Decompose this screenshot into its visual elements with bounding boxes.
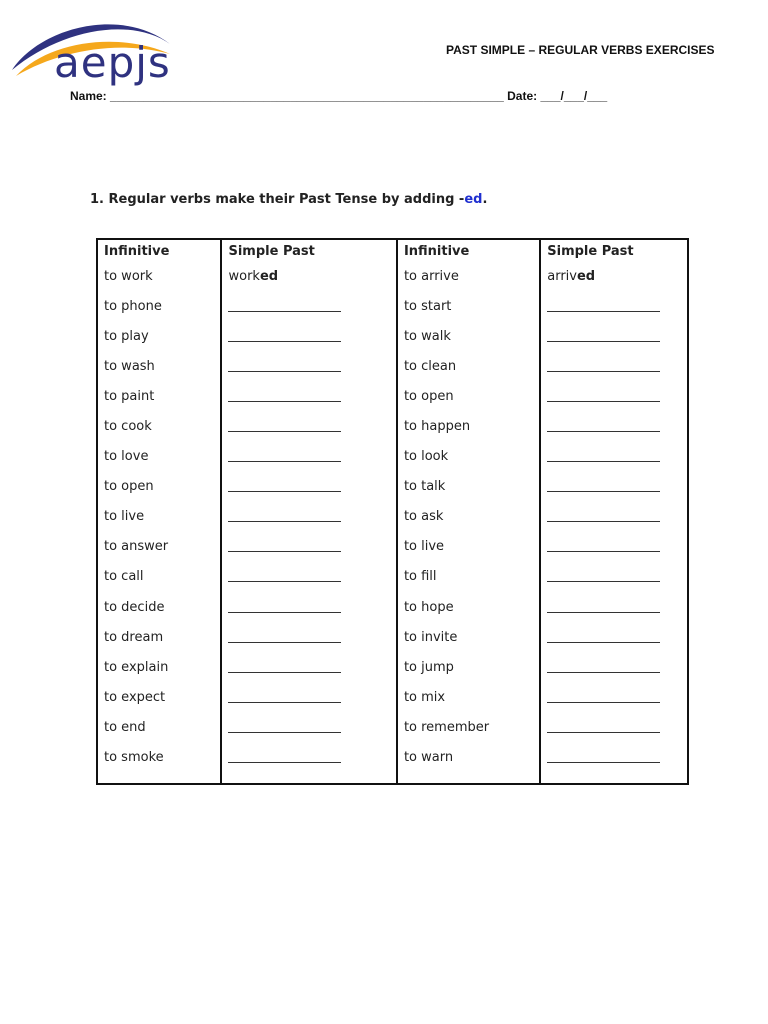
infinitive-right: to fill: [397, 562, 540, 592]
simple-past-right[interactable]: [540, 321, 688, 351]
answer-blank[interactable]: [547, 628, 660, 643]
simple-past-right: [540, 261, 688, 291]
infinitive-right: to live: [397, 532, 540, 562]
table-row: [97, 502, 688, 532]
infinitive-left: to wash: [97, 351, 221, 381]
answer-blank[interactable]: [228, 688, 341, 703]
answer-blank[interactable]: [547, 357, 660, 372]
header-simple-past-right: Simple Past: [540, 239, 688, 261]
simple-past-right[interactable]: [540, 712, 688, 742]
simple-past-left[interactable]: [221, 351, 396, 381]
table-row: [97, 743, 688, 784]
page-title: PAST SIMPLE – REGULAR VERBS EXERCISES: [446, 43, 715, 57]
example-suffix: ed: [259, 268, 279, 284]
simple-past-left[interactable]: [221, 743, 396, 784]
infinitive-right: to mix: [397, 682, 540, 712]
example-suffix: ed: [576, 268, 596, 284]
header-infinitive-right: Infinitive: [397, 239, 540, 261]
simple-past-right[interactable]: [540, 532, 688, 562]
example-stem: work: [228, 268, 260, 284]
answer-blank[interactable]: [547, 748, 660, 763]
answer-blank[interactable]: [547, 447, 660, 462]
infinitive-right: to invite: [397, 622, 540, 652]
infinitive-right: to clean: [397, 351, 540, 381]
answer-blank[interactable]: [547, 537, 660, 552]
table-row: [97, 562, 688, 592]
simple-past-right[interactable]: [540, 351, 688, 381]
table-row: [97, 442, 688, 472]
simple-past-right[interactable]: [540, 743, 688, 784]
example-stem: arriv: [547, 268, 577, 284]
infinitive-left: to explain: [97, 652, 221, 682]
simple-past-right[interactable]: [540, 411, 688, 441]
infinitive-left: to decide: [97, 592, 221, 622]
simple-past-right[interactable]: [540, 472, 688, 502]
table-row: [97, 622, 688, 652]
answer-blank[interactable]: [547, 658, 660, 673]
answer-blank[interactable]: [228, 327, 341, 342]
table-row: [97, 472, 688, 502]
simple-past-right[interactable]: [540, 291, 688, 321]
table-row: [97, 712, 688, 742]
infinitive-left: to live: [97, 502, 221, 532]
simple-past-right[interactable]: [540, 442, 688, 472]
simple-past-left[interactable]: [221, 442, 396, 472]
table-row: [97, 652, 688, 682]
simple-past-right[interactable]: [540, 682, 688, 712]
simple-past-left[interactable]: [221, 321, 396, 351]
date-label: Date:: [507, 89, 538, 103]
answer-blank[interactable]: [547, 598, 660, 613]
table-row: [97, 291, 688, 321]
infinitive-right: to warn: [397, 743, 540, 784]
infinitive-right: to arrive: [397, 261, 540, 291]
answer-blank[interactable]: [228, 628, 341, 643]
table-row: [97, 532, 688, 562]
name-date-line: [70, 89, 607, 103]
infinitive-right: to happen: [397, 411, 540, 441]
simple-past-left[interactable]: [221, 652, 396, 682]
header-simple-past-left: Simple Past: [221, 239, 396, 261]
infinitive-left: to call: [97, 562, 221, 592]
simple-past-right[interactable]: [540, 562, 688, 592]
simple-past-left[interactable]: [221, 712, 396, 742]
infinitive-right: to jump: [397, 652, 540, 682]
answer-blank[interactable]: [547, 327, 660, 342]
answer-blank[interactable]: [547, 507, 660, 522]
infinitive-right: to talk: [397, 472, 540, 502]
simple-past-left[interactable]: [221, 291, 396, 321]
simple-past-left[interactable]: [221, 381, 396, 411]
answer-blank[interactable]: [228, 357, 341, 372]
simple-past-right[interactable]: [540, 381, 688, 411]
infinitive-right: to walk: [397, 321, 540, 351]
instruction-text: 1. Regular verbs make their Past Tense by adding -: [90, 192, 465, 207]
infinitive-left: to phone: [97, 291, 221, 321]
simple-past-left[interactable]: [221, 532, 396, 562]
answer-blank[interactable]: [228, 387, 341, 402]
aepjs-logo: [10, 10, 180, 94]
infinitive-right: to look: [397, 442, 540, 472]
infinitive-left: to work: [97, 261, 221, 291]
answer-blank[interactable]: [547, 387, 660, 402]
infinitive-left: to smoke: [97, 743, 221, 784]
answer-blank[interactable]: [228, 447, 341, 462]
answer-blank[interactable]: [547, 477, 660, 492]
exercise-instruction: [90, 192, 487, 207]
table-row: [97, 261, 688, 291]
infinitive-left: to answer: [97, 532, 221, 562]
answer-blank[interactable]: [547, 718, 660, 733]
simple-past-left[interactable]: [221, 502, 396, 532]
simple-past-right[interactable]: [540, 502, 688, 532]
header-infinitive-left: Infinitive: [97, 239, 221, 261]
infinitive-left: to dream: [97, 622, 221, 652]
answer-blank[interactable]: [228, 507, 341, 522]
infinitive-right: to open: [397, 381, 540, 411]
table-header-row: [97, 239, 688, 261]
simple-past-left: [221, 261, 396, 291]
infinitive-left: to end: [97, 712, 221, 742]
table-row: [97, 592, 688, 622]
verbs-table: [96, 238, 689, 785]
instruction-suffix: .: [482, 192, 488, 207]
date-field[interactable]: ___/___/___: [540, 89, 608, 103]
simple-past-left[interactable]: [221, 592, 396, 622]
table-row: [97, 411, 688, 441]
table-row: [97, 381, 688, 411]
infinitive-left: to cook: [97, 411, 221, 441]
answer-blank[interactable]: [228, 537, 341, 552]
answer-blank[interactable]: [547, 297, 660, 312]
name-field[interactable]: ___________________________________________________________: [110, 89, 504, 103]
logo-text: aepjs: [54, 38, 171, 87]
infinitive-right: to remember: [397, 712, 540, 742]
verb-rows: [97, 261, 688, 784]
answer-blank[interactable]: [228, 748, 341, 763]
simple-past-left[interactable]: [221, 411, 396, 441]
simple-past-left[interactable]: [221, 682, 396, 712]
infinitive-left: to love: [97, 442, 221, 472]
table-row: [97, 682, 688, 712]
simple-past-left[interactable]: [221, 562, 396, 592]
simple-past-left[interactable]: [221, 472, 396, 502]
answer-blank[interactable]: [228, 297, 341, 312]
answer-blank[interactable]: [547, 688, 660, 703]
simple-past-right[interactable]: [540, 592, 688, 622]
infinitive-right: to start: [397, 291, 540, 321]
table-row: [97, 321, 688, 351]
answer-blank[interactable]: [228, 658, 341, 673]
simple-past-right[interactable]: [540, 622, 688, 652]
simple-past-right[interactable]: [540, 652, 688, 682]
infinitive-left: to play: [97, 321, 221, 351]
answer-blank[interactable]: [228, 718, 341, 733]
instruction-accent: ed: [464, 192, 483, 207]
infinitive-left: to expect: [97, 682, 221, 712]
infinitive-left: to paint: [97, 381, 221, 411]
infinitive-right: to hope: [397, 592, 540, 622]
answer-blank[interactable]: [228, 567, 341, 582]
answer-blank[interactable]: [547, 417, 660, 432]
answer-blank[interactable]: [547, 567, 660, 582]
table-row: [97, 351, 688, 381]
name-label: Name:: [70, 89, 107, 103]
simple-past-left[interactable]: [221, 622, 396, 652]
answer-blank[interactable]: [228, 598, 341, 613]
infinitive-right: to ask: [397, 502, 540, 532]
answer-blank[interactable]: [228, 417, 341, 432]
answer-blank[interactable]: [228, 477, 341, 492]
infinitive-left: to open: [97, 472, 221, 502]
